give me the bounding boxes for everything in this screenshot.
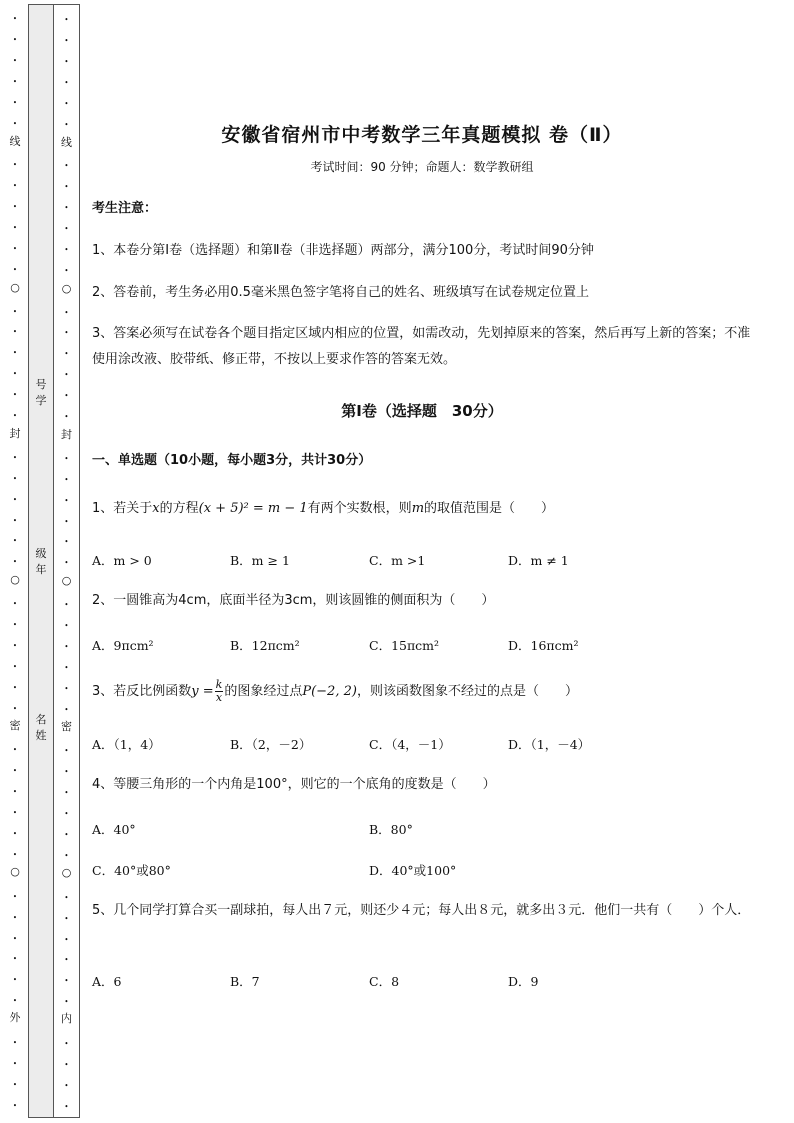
binding-dot — [2, 367, 28, 380]
binding-dot — [54, 97, 79, 110]
option-b[interactable]: B．（2，－2） — [230, 737, 312, 752]
binding-inner-mark: 封 — [61, 428, 72, 441]
option-a[interactable]: A．m > 0 — [92, 553, 152, 568]
binding-dot — [2, 681, 28, 694]
binding-dot — [2, 75, 28, 88]
binding-dot — [54, 1079, 79, 1092]
binding-dot — [54, 619, 79, 632]
binding-dot — [2, 158, 28, 171]
binding-dot — [54, 1037, 79, 1050]
question-1-options — [92, 551, 752, 571]
binding-inner-column — [54, 4, 80, 1118]
binding-dot — [54, 159, 79, 172]
binding-dot — [54, 306, 79, 319]
question-4-options-row2 — [92, 861, 752, 881]
binding-dot — [54, 891, 79, 904]
binding-dot — [2, 534, 28, 547]
binding-dot — [54, 703, 79, 716]
binding-outer-mark: 外 — [9, 1011, 21, 1024]
option-b[interactable]: B．m ≥ 1 — [230, 553, 290, 568]
binding-outer-mark: ○ — [10, 573, 20, 586]
binding-dot — [54, 201, 79, 214]
option-a[interactable]: A．6 — [92, 974, 122, 989]
option-c[interactable]: C．15πcm² — [369, 638, 440, 653]
binding-label-name: 名 姓 — [35, 713, 47, 742]
binding-dot — [2, 242, 28, 255]
option-d[interactable]: D．9 — [508, 974, 539, 989]
binding-dot — [2, 827, 28, 840]
binding-dot — [2, 263, 28, 276]
binding-dot — [54, 264, 79, 277]
binding-inner-mark: 密 — [61, 720, 72, 733]
question-3-options — [92, 735, 752, 755]
equation: (x + 5)² = m − 1 — [198, 501, 308, 516]
notice-item-1: 1、本卷分第Ⅰ卷（选择题）和第Ⅱ卷（非选择题）两部分，满分100分，考试时间90分钟 — [92, 243, 594, 258]
question-4-options-row1 — [92, 820, 752, 840]
binding-dot — [2, 12, 28, 25]
binding-dot — [54, 556, 79, 569]
question-2-stem: 2、一圆锥高为4cm，底面半径为3cm，则该圆锥的侧面积为（ ） — [92, 593, 495, 608]
binding-dot — [2, 33, 28, 46]
binding-dot — [54, 640, 79, 653]
binding-dot — [54, 473, 79, 486]
binding-dot — [2, 221, 28, 234]
binding-dot — [54, 849, 79, 862]
binding-dot — [2, 96, 28, 109]
option-c[interactable]: C．m >1 — [369, 553, 426, 568]
binding-dot — [54, 598, 79, 611]
binding-dot — [2, 346, 28, 359]
option-d[interactable]: D．m ≠ 1 — [508, 553, 569, 568]
binding-dot — [54, 389, 79, 402]
binding-dot — [2, 597, 28, 610]
binding-dot — [54, 744, 79, 757]
binding-dot — [54, 995, 79, 1008]
option-c[interactable]: C．（4，－1） — [369, 737, 451, 752]
binding-outer-mark: ○ — [10, 865, 20, 878]
binding-dot — [54, 974, 79, 987]
binding-dot — [2, 639, 28, 652]
question-5-stem: 5、几个同学打算合买一副球拍，每人出７元，则还少４元；每人出８元，就多出３元．他们一共有（ ）个人． — [92, 903, 751, 918]
binding-dot — [2, 702, 28, 715]
binding-dot — [2, 200, 28, 213]
binding-dot — [2, 932, 28, 945]
binding-dot — [54, 661, 79, 674]
binding-dot — [54, 1100, 79, 1113]
binding-dot — [2, 117, 28, 130]
binding-dot — [2, 451, 28, 464]
binding-inner-mark: ○ — [61, 282, 72, 295]
binding-dot — [2, 325, 28, 338]
binding-dot — [54, 807, 79, 820]
binding-outer-column — [2, 4, 28, 1118]
binding-dot — [2, 1099, 28, 1112]
option-c[interactable]: C．40°或80° — [92, 863, 171, 878]
binding-dot — [2, 1078, 28, 1091]
binding-dot — [2, 994, 28, 1007]
fraction: $\frac{k}{x}$ — [215, 678, 223, 704]
binding-dot — [54, 933, 79, 946]
binding-dot — [2, 388, 28, 401]
binding-dot — [2, 848, 28, 861]
question-3-stem: 3、若反比例函数y = $\frac{k}{x}$ 的图象经过点P(−2, 2)，则该函数图象不经过的点是（ ） — [92, 678, 578, 704]
binding-dot — [54, 118, 79, 131]
binding-dot — [2, 1036, 28, 1049]
binding-outer-mark: ○ — [10, 281, 20, 294]
binding-dot — [2, 179, 28, 192]
binding-dot — [54, 180, 79, 193]
binding-dot — [2, 618, 28, 631]
math-var: x — [152, 501, 160, 516]
binding-dot — [2, 785, 28, 798]
option-a[interactable]: A．9πcm² — [92, 638, 154, 653]
option-b[interactable]: B．7 — [230, 974, 260, 989]
binding-dot — [2, 764, 28, 777]
binding-inner-mark: ○ — [61, 866, 72, 879]
binding-dot — [2, 660, 28, 673]
binding-dot — [54, 1058, 79, 1071]
math-var: m — [411, 501, 425, 516]
exam-title: 安徽省宿州市中考数学三年真题模拟 卷（Ⅱ） — [221, 124, 623, 146]
binding-dot — [2, 743, 28, 756]
binding-dot — [54, 13, 79, 26]
notice-item-3: 3、答案必须写在试卷各个题目指定区域内相应的位置，如需改动，先划掉原来的答案，然后再写上新的答案；不准使用涂改液、胶带纸、修正带，不按以上要求作答的答案无效。 — [92, 326, 751, 367]
binding-inner-mark: ○ — [61, 574, 72, 587]
question-4-stem: 4、等腰三角形的一个内角是100°，则它的一个底角的度数是（ ） — [92, 777, 496, 792]
binding-dot — [2, 952, 28, 965]
binding-dot — [2, 493, 28, 506]
binding-dot — [2, 806, 28, 819]
binding-dot — [54, 222, 79, 235]
binding-dot — [2, 514, 28, 527]
binding-dot — [2, 1057, 28, 1070]
option-c[interactable]: C．8 — [369, 974, 400, 989]
binding-label-grade: 级 年 — [35, 547, 47, 576]
binding-dot — [2, 555, 28, 568]
binding-dot — [54, 682, 79, 695]
binding-dot — [2, 409, 28, 422]
binding-dot — [54, 368, 79, 381]
binding-dot — [2, 973, 28, 986]
binding-dot — [54, 535, 79, 548]
binding-dot — [54, 494, 79, 507]
binding-dot — [54, 828, 79, 841]
binding-dot — [2, 472, 28, 485]
question-5-options — [92, 972, 752, 992]
question-2-options — [92, 636, 752, 656]
binding-inner-mark: 线 — [61, 136, 72, 149]
binding-label-student-number: 号 学 — [35, 378, 47, 407]
binding-outer-mark: 密 — [9, 719, 21, 732]
binding-dot — [54, 326, 79, 339]
option-b[interactable]: B．80° — [369, 822, 413, 837]
option-a[interactable]: A．（1，4） — [92, 737, 161, 752]
exam-subtitle: 考试时间：90 分钟；命题人：数学教研组 — [310, 160, 534, 174]
binding-outer-mark: 封 — [9, 427, 21, 440]
binding-dot — [54, 243, 79, 256]
binding-dot — [54, 34, 79, 47]
binding-dot — [2, 890, 28, 903]
binding-dot — [54, 347, 79, 360]
binding-dot — [54, 76, 79, 89]
binding-inner-mark: 内 — [61, 1012, 72, 1025]
binding-dot — [54, 55, 79, 68]
binding-dot — [54, 786, 79, 799]
option-d[interactable]: D．16πcm² — [508, 638, 579, 653]
binding-dot — [54, 515, 79, 528]
notice-heading: 考生注意： — [92, 201, 158, 216]
option-d[interactable]: D．（1，－4） — [508, 737, 591, 752]
option-a[interactable]: A．40° — [92, 822, 136, 837]
binding-dot — [2, 911, 28, 924]
binding-dot — [54, 452, 79, 465]
point: P(−2, 2) — [302, 684, 357, 699]
binding-dot — [54, 765, 79, 778]
binding-dot — [54, 410, 79, 423]
binding-dot — [2, 54, 28, 67]
question-1-stem: 1、若关于x的方程(x + 5)² = m − 1有两个实数根，则m的取值范围是（ ） — [92, 501, 555, 516]
binding-outer-mark: 线 — [9, 135, 21, 148]
binding-dot — [54, 912, 79, 925]
option-b[interactable]: B．12πcm² — [230, 638, 300, 653]
option-d[interactable]: D．40°或100° — [369, 863, 457, 878]
section-title: 第Ⅰ卷（选择题 30分） — [341, 402, 503, 420]
binding-dot — [54, 953, 79, 966]
binding-label-column — [28, 4, 54, 1118]
binding-dot — [2, 305, 28, 318]
notice-item-2: 2、答卷前，考生务必用0.5毫米黑色签字笔将自己的姓名、班级填写在试卷规定位置上 — [92, 285, 589, 300]
part-heading: 一、单选题（10小题，每小题3分，共计30分） — [92, 453, 372, 468]
